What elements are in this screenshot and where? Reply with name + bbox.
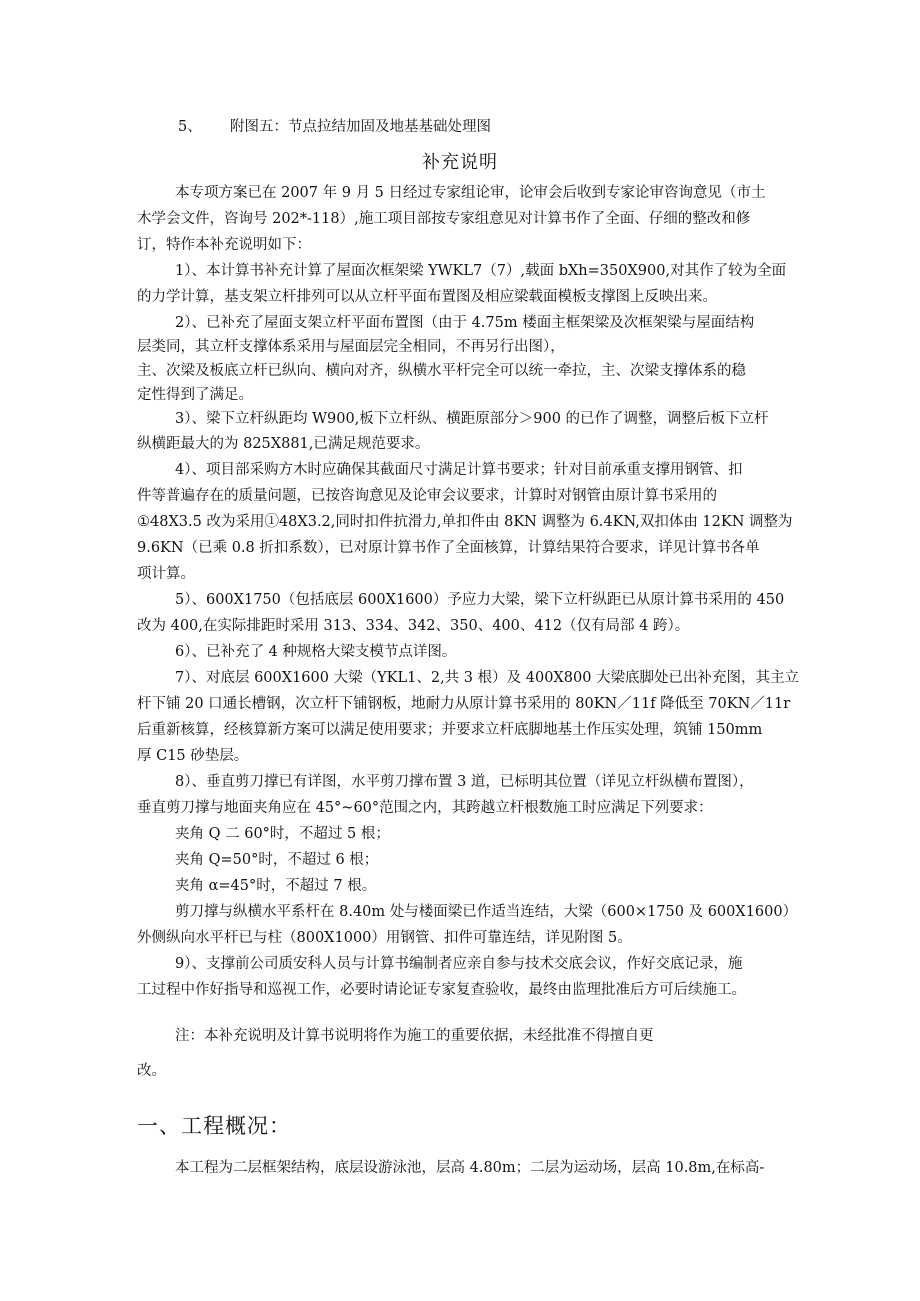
note-line: 改。 — [137, 1063, 166, 1079]
body-line: 垂直剪刀撑与地面夹角应在 45°~60°范围之内，其跨越立杆根数施工时应满足下列要求： — [137, 800, 713, 816]
note-line: 注：本补充说明及计算书说明将作为施工的重要依据，未经批准不得擅自更 — [175, 1028, 654, 1044]
body-line: 厚 C15 砂垫层。 — [137, 748, 249, 764]
body-line: 本工程为二层框架结构，底层设游泳池，层高 4.80m；二层为运动场，层高 10.8m,在标高- — [175, 1160, 765, 1176]
body-line: 本专项方案已在 2007 年 9 月 5 日经过专家组论审，论审会后收到专家论审咨询意见（市土 — [175, 185, 766, 201]
body-line: 层类同，其立杆支撑体系采用与屋面层完全相同，不再另行出图）， — [137, 339, 565, 355]
list-item-text: 附图五：节点拉结加固及地基基础处理图 — [230, 119, 491, 135]
body-line: 3）、梁下立杆纵距均 W900,板下立杆纵、横距原部分＞900 的已作了调整，调整后板下立杆 — [175, 411, 769, 427]
body-line: 9）、支撑前公司质安科人员与计算书编制者应亲自参与技术交底会议，作好交底记录，施 — [175, 956, 743, 972]
body-line: 2）、已补充了屋面支架立杆平面布置图（由于 4.75m 楼面主框架梁及次框架梁与屋面结构 — [175, 315, 755, 331]
body-line: 改为 400,在实际排距时采用 313、334、342、350、400、412（仅有局部 4 跨）。 — [137, 618, 690, 634]
body-line: 夹角 Q=50°时，不超过 6 根； — [175, 852, 379, 868]
body-line: 定性得到了满足。 — [137, 387, 253, 403]
body-line: 后重新核算，经核算新方案可以满足使用要求；并要求立杆底脚地基土作压实处理，筑铺 150mm — [137, 722, 763, 738]
body-line: 项计算。 — [137, 566, 195, 582]
body-line: 纵横距最大的为 825X881,已满足规范要求。 — [137, 436, 430, 452]
body-line: 木学会文件，咨询号 202*-118）,施工项目部按专家组意见对计算书作了全面、仔细的整改和修 — [137, 211, 751, 227]
body-line: 杆下铺 20 口通长槽钢，次立杆下铺钢板，地耐力从原计算书采用的 80KN／11f 降低至 70KN／11r — [137, 696, 791, 712]
body-line: 主、次梁及板底立杆已纵向、横向对齐，纵横水平杆完全可以统一牵拉，主、次梁支撑体系的稳 — [137, 363, 746, 379]
list-item-number: 5、 — [178, 119, 202, 135]
body-line: 6）、已补充了 4 种规格大梁支模节点详图。 — [175, 644, 457, 660]
body-line: ①48X3.5 改为采用①48X3.2,同时扣件抗滑力,单扣件由 8KN 调整为 6.4KN,双扣体由 12KN 调整为 — [137, 514, 793, 530]
body-line: 5）、600X1750（包括底层 600X1600）予应力大梁，梁下立杆纵距已从原计算书采用的 450 — [175, 592, 785, 608]
body-line: 夹角 α=45°时，不超过 7 根。 — [175, 878, 377, 894]
body-line: 外侧纵向水平杆已与柱（800X1000）用钢管、扣件可靠连结，详见附图 5。 — [137, 930, 632, 946]
body-line: 夹角 Q 二 60°时，不超过 5 根； — [175, 826, 390, 842]
document-title: 补充说明 — [422, 152, 498, 173]
body-line: 的力学计算，基支架立杆排列可以从立杆平面布置图及相应梁载面模板支撑图上反映出来。 — [137, 289, 717, 305]
body-line: 7）、对底层 600X1600 大梁（YKL1、2,共 3 根）及 400X800 大梁底脚处已出补充图，其主立 — [175, 670, 800, 686]
body-line: 件等普遍存在的质量问题，已按咨询意见及论审会议要求，计算时对钢管由原计算书采用的 — [137, 488, 717, 504]
body-line: 1）、本计算书补充计算了屋面次框架梁 YWKL7（7）,载面 bXh=350X900,对其作了较为全面 — [175, 263, 787, 279]
body-line: 9.6KN（已乘 0.8 折扣系数），已对原计算书作了全面核算，计算结果符合要求，详见计算书各单 — [137, 540, 760, 556]
body-line: 订，特作本补充说明如下： — [137, 237, 311, 253]
body-line: 4）、项目部采购方木时应确保其截面尺寸满足计算书要求；针对目前承重支撑用钢管、扣 — [175, 462, 743, 478]
section-heading: 一、工程概况： — [137, 1114, 291, 1138]
body-line: 剪刀撑与纵横水平系杆在 8.40m 处与楼面梁已作适当连结，大梁（600×1750 及 600X1600） — [175, 904, 798, 920]
body-line: 8）、垂直剪刀撑已有详图，水平剪刀撑布置 3 道，已标明其位置（详见立杆纵横布置图）， — [175, 774, 754, 790]
body-line: 工过程中作好指导和巡视工作，必要时请论证专家复查验收，最终由监理批准后方可后续施工。 — [137, 982, 746, 998]
